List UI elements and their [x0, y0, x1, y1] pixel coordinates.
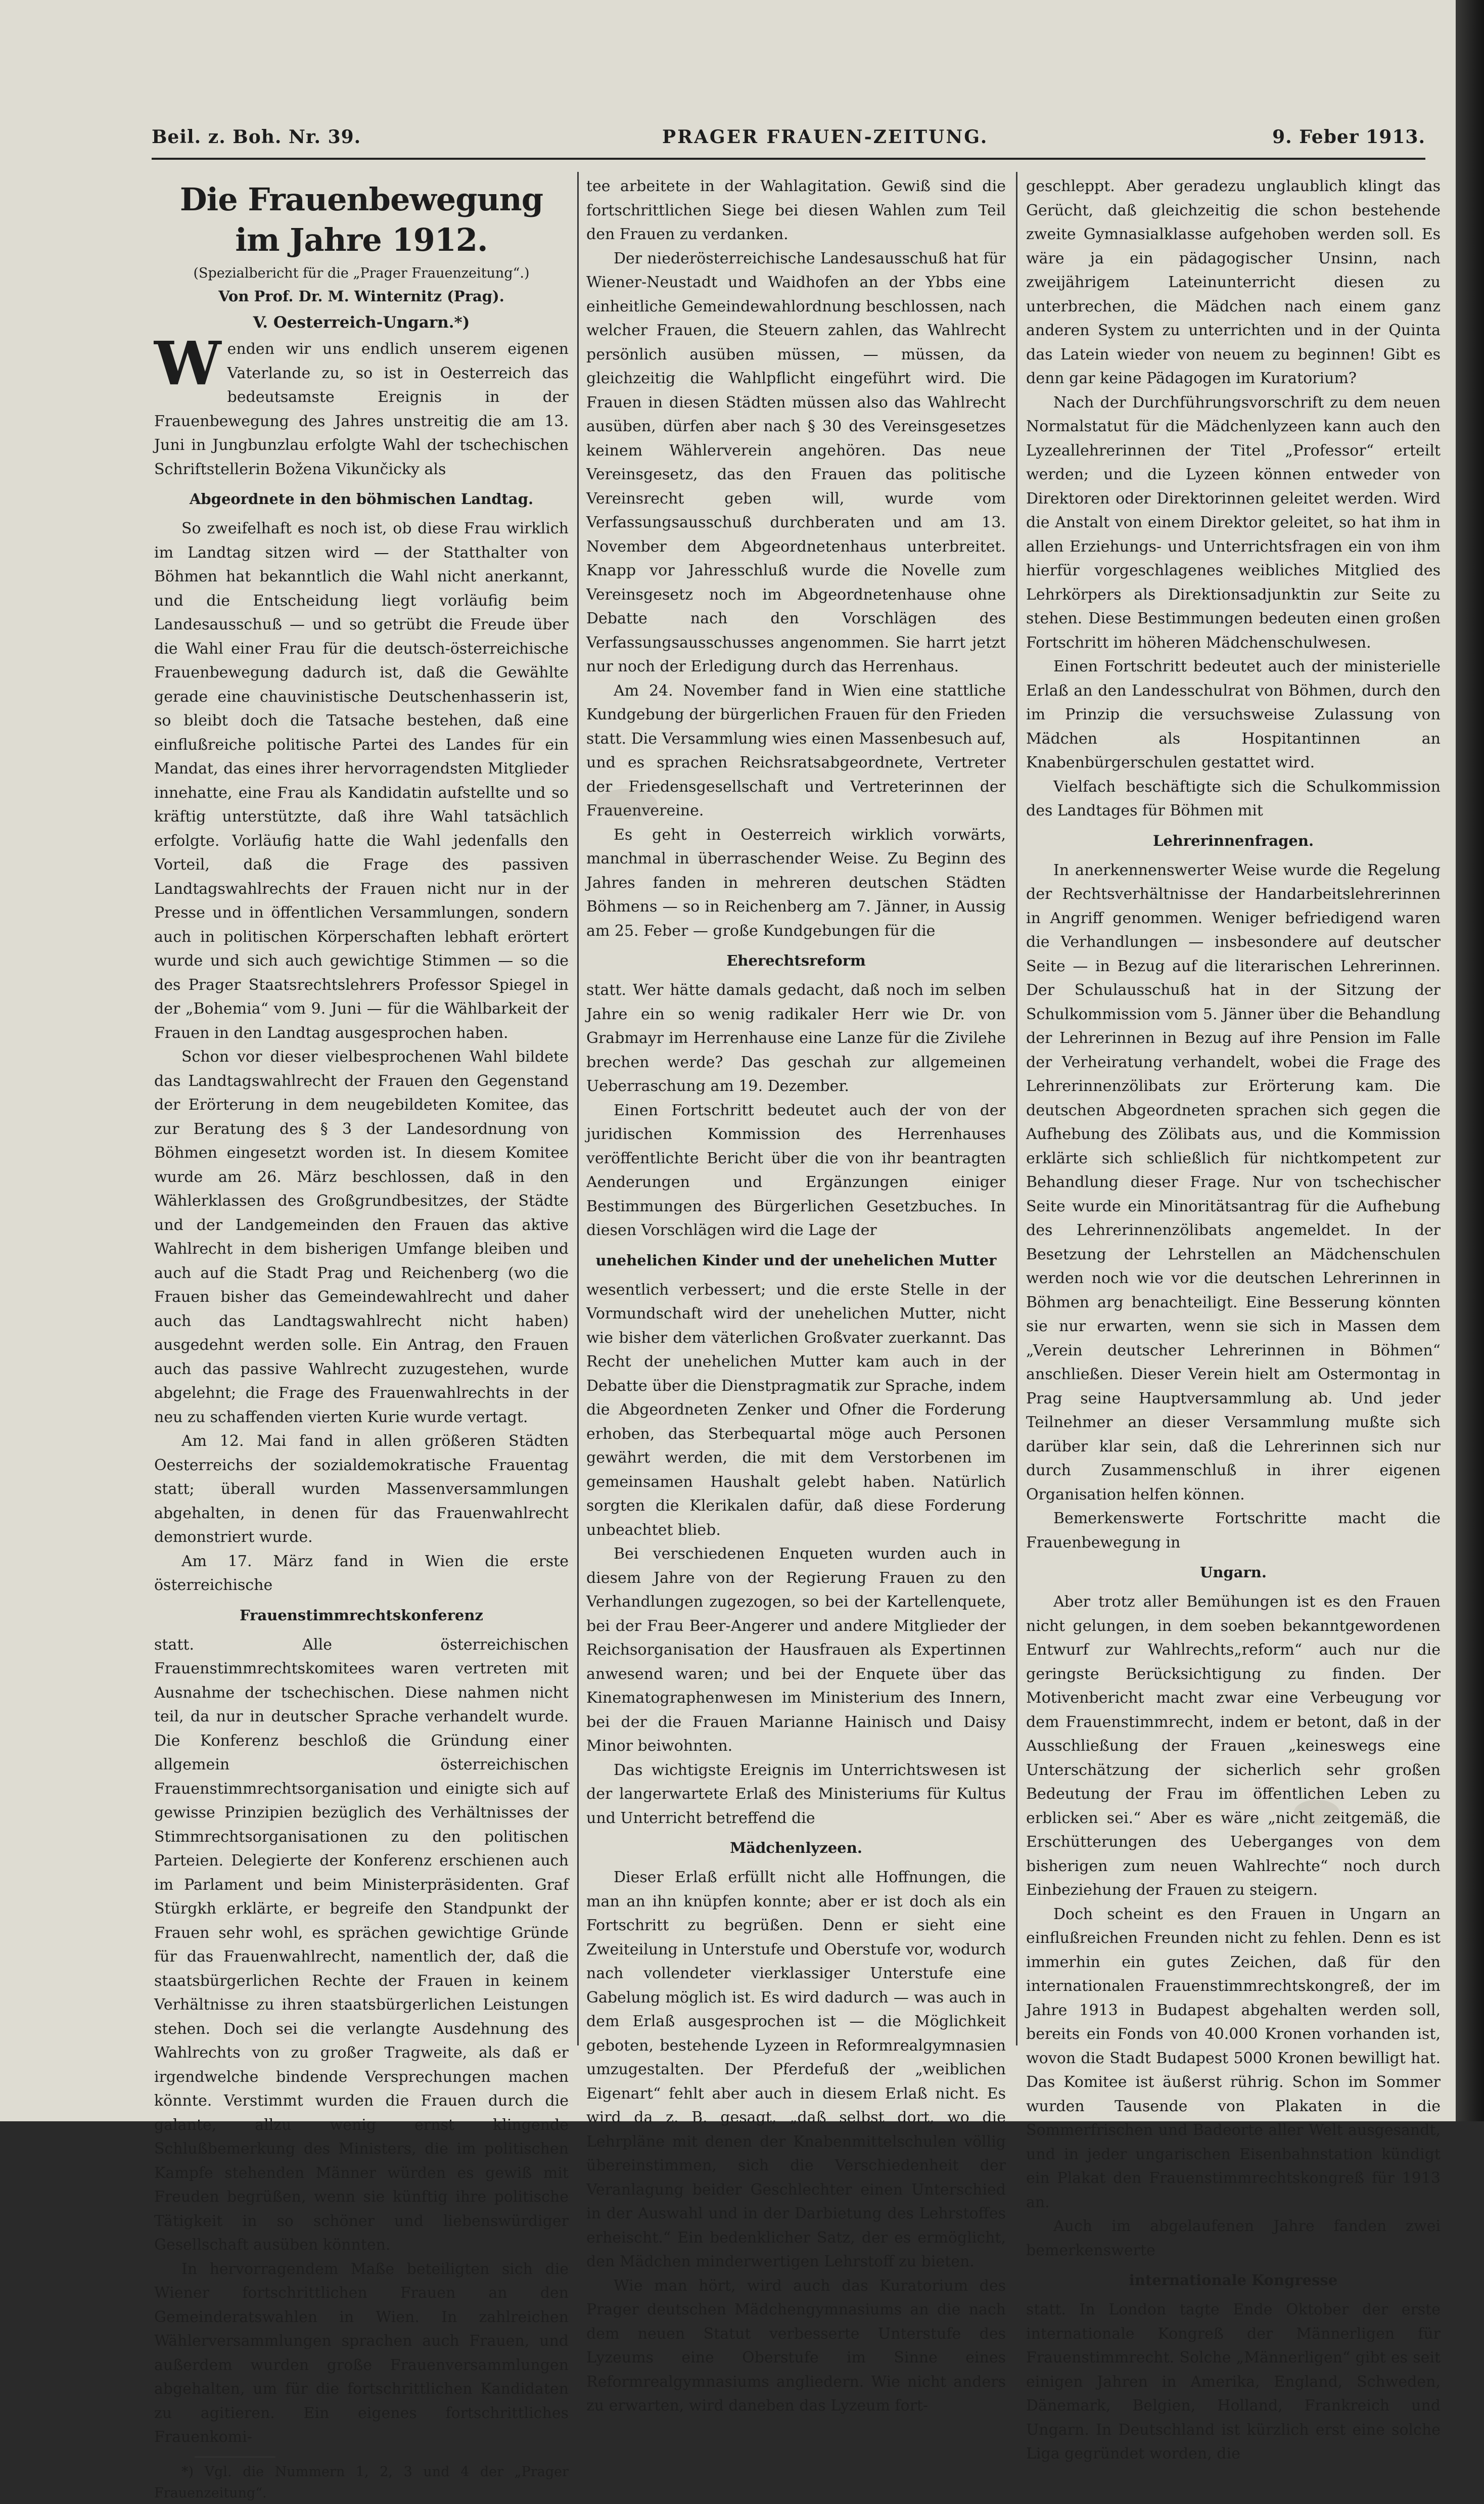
paragraph: Wie man hört, wird auch das Kuratorium des Prager deutschen Mädchengymnasiums an die nach dem neuen Statut verbesserte Unterstufe des Lyzeums eine Oberstufe im Sinne eines Reformrealgymnasiums angliedern. Wie nicht anders zu erwarten, wird daneben das Lyzeum fort-: [586, 2277, 1006, 2415]
paragraph: Nach der Durchführungsvorschrift zu dem neuen Normalstatut für die Mädchenlyzeen kann auch den Lyzeallehrerinnen der Titel „Professor“ erteilt werden; und die Lyzeen können entweder von Direktoren oder Direktorinnen geleitet werden. Wird die Anstalt von einem Direktor geleitet, so hat ihm in allen Erziehungs- und Unterrichtsfragen ein von ihm hierfür vorgeschlagenes weibliches Mitglied des Lehrkörpers als Direktionsadjunktin zur Seite zu stehen. Diese Bestimmungen bedeuten einen großen Fortschritt im höheren Mädchenschulwesen.: [1026, 393, 1441, 652]
running-header: [152, 126, 1425, 157]
issue-number: Beil. z. Boh. Nr. 39.: [152, 126, 361, 148]
article-subtitle: (Spezialbericht für die „Prager Frauenzeitung“.): [193, 265, 530, 281]
paragraph: In hervorragendem Maße beteiligten sich die Wiener fortschrittlichen Frauen an den Gemeinderatswahlen in Wien. In zahlreichen Wählerversammlungen sprachen auch Frauen, und außerdem wurden große Frauenversammlungen abgehalten, um für die fortschrittlichen Kandidaten zu agitieren. Ein eigenes fortschrittliches Frauenkomi-: [154, 2260, 569, 2446]
paragraph: Am 17. März fand in Wien die erste österreichische: [154, 1552, 569, 1594]
footnote: *) Vgl. die Nummern 1, 2, 3 und 4 der „Prager Frauenzeitung“.: [154, 2464, 569, 2501]
article-byline: Von Prof. Dr. M. Winternitz (Prag).: [218, 288, 504, 305]
paper-stain: [1294, 1800, 1339, 1825]
paragraph: wesentlich verbessert; und die erste Stelle in der Vormundschaft wird der unehelichen Mutter, nicht wie bisher dem väterlichen Großvater zuerkannt. Das Recht der unehelichen Mutter kam auch in der Debatte über die Dienstpragmatik zur Sprache, indem die Abgeordneten Zenker und Ofner die Forderung erhoben, das Sterbequartal möge auch Personen gewährt werden, die mit dem Verstorbenen im gemeinsamen Haushalt gelebt haben. Natürlich sorgten die Klerikalen dafür, daß diese Forderung unbeachtet blieb.: [586, 1281, 1006, 1539]
drop-cap: W: [154, 328, 221, 398]
paragraph: geschleppt. Aber geradezu unglaublich klingt das Gerücht, daß gleichzeitig die schon bestehende zweite Gymnasialklasse aufgehoben werden soll. Es wäre ja ein pädagogischer Unsinn, nach zweijährigem Lateinunterricht diesen zu unterbrechen, die Mädchen nach einem ganz anderen System zu unterrichten und in der Quinta das Latein wieder von neuem zu beginnen! Gibt es denn gar keine Pädagogen im Kuratorium?: [1026, 177, 1441, 387]
text-column-3: [1026, 174, 1441, 2463]
paragraph: So zweifelhaft es noch ist, ob diese Frau wirklich im Landtag sitzen wird — der Statthalter von Böhmen hat bekanntlich die Wahl nicht anerkannt, und die Entscheidung liegt vorläufig beim Landesausschuß — und so getrübt die Freude über die Wahl einer Frau für die deutsch-österreichische Frauenbewegung dadurch ist, daß die Gewählte gerade eine chauvinistische Deutschenhasserin ist, so bleibt doch die Tatsache bestehen, daß eine einflußreiche politische Partei des Landes für ein Mandat, das eines ihrer hervorragendsten Mitglieder innehatte, eine Frau als Kandidatin aufstellte und so kräftig unterstützte, daß ihre Wahl tatsächlich erfolgte. Vorläufig hatte die Wahl jedenfalls den Vorteil, daß die Frage des passiven Landtagswahlrechts der Frauen nicht nur in der Presse und in öffentlichen Versammlungen, sondern auch in politischen Körperschaften lebhaft erörtert wurde und sich auch gewichtige Stimmen — so die des Prager Staatsrechtslehrers Professor Spiegel in der „Bohemia“ vom 9. Juni — für die Wählbarkeit der Frauen in den Landtag ausgesprochen haben.: [154, 520, 569, 1042]
text-column-2: [586, 174, 1006, 2415]
footnote-rule: [195, 2456, 275, 2457]
paragraph: statt. Wer hätte damals gedacht, daß noch im selben Jahre ein so wenig radikaler Herr wie Dr. von Grabmayr im Herrenhause eine Lanze für die Zivilehe brechen werde? Das geschah zur allgemeinen Ueberraschung am 19. Dezember.: [586, 981, 1006, 1095]
paragraph: Schon vor dieser vielbesprochenen Wahl bildete das Landtagswahlrecht der Frauen den Gegenstand der Erörterung in dem neugebildeten Komitee, das zur Beratung des § 3 der Landesordnung von Böhmen eingesetzt worden ist. In diesem Komitee wurde am 26. März beschlossen, daß in den Wählerklassen des Großgrundbesitzes, der Städte und der Landgemeinden den Frauen das aktive Wahlrecht in dem bisherigen Umfange bleiben und auch auf die Stadt Prag und Reichenberg (wo die Frauen bisher das Gemeindewahlrecht und daher auch das Landtagswahlrecht nicht haben) ausgedehnt werden solle. Ein Antrag, den Frauen auch das passive Wahlrecht zuzugestehen, wurde abgelehnt; die Frage des Frauenwahlrechts in der neu zu schaffenden vierten Kurie wurde vertagt.: [154, 1048, 569, 1426]
column-divider: [577, 172, 579, 2045]
paragraph: statt. Alle österreichischen Frauenstimmrechtskomitees waren vertreten mit Ausnahme der tschechischen. Diese nahmen nicht teil, da nur in deutscher Sprache verhandelt wurde. Die Konferenz beschloß die Gründung einer allgemein österreichischen Frauenstimmrechtsorganisation und einigte sich auf gewisse Prinzipien bezüglich des Verhältnisses der Stimmrechtsorganisationen zu den politischen Parteien. Delegierte der Konferenz erschienen auch im Parlament und beim Ministerpräsidenten. Graf Stürgkh erklärte, er begreife den Standpunkt der Frauen sehr wohl, es sprächen gewichtige Gründe für das Frauenwahlrecht, namentlich der, daß die staatsbürgerlichen Rechte der Frauen in keinem Verhältnisse zu ihren staatsbürgerlichen Leistungen stehen. Doch sei die verlangte Ausdehnung des Wahlrechts von zu großer Tragweite, als daß er irgendwelche bindende Versprechungen machen könnte. Verstimmt wurden die Frauen durch die galante, allzu wenig ernst klingende Schlußbemerkung des Ministers, die im politischen Kampfe stehenden Männer würden es gewiß mit Freuden begrüßen, wenn sie künftig ihre politische Tätigkeit in so schöner und liebenswürdiger Gesellschaft ausüben könnten.: [154, 1635, 569, 2254]
subheading: internationale Kongresse: [1129, 2271, 1338, 2289]
paragraph: Einen Fortschritt bedeutet auch der ministerielle Erlaß an den Landesschulrat von Böhmen, durch den im Prinzip die versuchsweise Zulassung von Mädchen als Hospitantinnen an Knabenbürgerschulen gestattet wird.: [1026, 658, 1441, 771]
subheading: Lehrerinnenfragen.: [1152, 832, 1314, 849]
paper-stain: [596, 789, 657, 819]
masthead-title: PRAGER FRAUEN-ZEITUNG.: [662, 126, 989, 148]
article-title: Die Frauenbewegung im Jahre 1912.: [179, 181, 543, 258]
section-heading: V. Oesterreich-Ungarn.*): [253, 313, 470, 332]
scan-edge: [1456, 0, 1484, 2121]
paragraph: Am 24. November fand in Wien eine stattliche Kundgebung der bürgerlichen Frauen für den Frieden statt. Die Versammlung wies einen Massenbesuch auf, und es sprachen Reichsratsabgeordnete, Vertreter der Friedensgesellschaft und Vertreterinnen der Frauenvereine.: [586, 681, 1006, 820]
paragraph: Dieser Erlaß erfüllt nicht alle Hoffnungen, die man an ihn knüpfen konnte; aber er ist doch als ein Fortschritt zu begrüßen. Denn er sieht eine Zweiteilung in Unterstufe und Oberstufe vor, wodurch nach vollendeter vierklassiger Unterstufe eine Gabelung möglich ist. Es wird dadurch — was auch in dem Erlaß ausgesprochen ist — die Möglichkeit geboten, bestehende Lyzeen in Reformrealgymnasien umzugestalten. Der Pferdefuß der „weiblichen Eigenart“ fehlt aber auch in diesem Erlaß nicht. Es wird da z. B. gesagt, „daß selbst dort, wo die Lehrpläne mit denen der Knabenmittelschulen völlig übereinstimmen, sich die Verschiedenheit der Veranlagung beider Geschlechter einen Unterschied in der Auswahl und in der Darbietung des Lehrstoffes erheischt.“ Ein bedenklicher Satz, der es ermöglicht, den Mädchen minderwertigen Lehrstoff zu bieten.: [586, 1869, 1006, 2270]
subheading: Frauenstimmrechtskonferenz: [240, 1606, 483, 1624]
paragraph: tee arbeitete in der Wahlagitation. Gewiß sind die fortschrittlichen Siege bei diesen Wahlen zum Teil den Frauen zu verdanken.: [586, 177, 1006, 243]
paragraph: Auch im abgelaufenen Jahre fanden zwei bemerkenswerte: [1026, 2217, 1441, 2259]
subheading: Abgeordnete in den böhmischen Landtag.: [189, 490, 534, 508]
paragraph: Vielfach beschäftigte sich die Schulkommission des Landtages für Böhmen mit: [1026, 778, 1441, 820]
column-divider: [1016, 172, 1017, 2045]
subheading: Ungarn.: [1200, 1564, 1267, 1581]
header-rule: [152, 158, 1425, 160]
paragraph: Das wichtigste Ereignis im Unterrichtswesen ist der langerwartete Erlaß des Ministeriums für Kultus und Unterricht betreffend die: [586, 1761, 1006, 1827]
issue-date: 9. Feber 1913.: [1272, 126, 1425, 148]
subheading: Eherechtsreform: [726, 952, 866, 969]
paragraph: Bei verschiedenen Enqueten wurden auch in diesem Jahre von der Regierung Frauen zu den Verhandlungen zugezogen, so bei der Kartellenquete, bei der Frau Beer-Angerer und andere Mitglieder der Reichsorganisation der Hausfrauen als Expertinnen anwesend waren; und bei der Enquete über das Kinematographenwesen im Ministerium des Innern, bei der die Frauen Marianne Hainisch und Daisy Minor beiwohnten.: [586, 1545, 1006, 1755]
paragraph: Am 12. Mai fand in allen größeren Städten Oesterreichs der sozialdemokratische Frauentag statt; überall wurden Massenversammlungen abgehalten, in denen für das Frauenwahlrecht demonstriert wurde.: [154, 1432, 569, 1546]
paragraph: Aber trotz aller Bemühungen ist es den Frauen nicht gelungen, in dem soeben bekanntgewordenen Entwurf zur Wahlrechts„reform“ auch nur die geringste Berücksichtigung zu finden. Der Motivenbericht macht zwar eine Verbeugung vor dem Frauenstimmrecht, indem er betont, daß in der Ausschließung der Frauen „keineswegs eine Unterschätzung der sicherlich sehr großen Bedeutung der Frau im öffentlichen Leben zu erblicken sei.“ Aber es wäre „nicht zeitgemäß, die Erschütterungen des Ueberganges von dem bisherigen zum neuen Wahlrechte“ noch durch Einbeziehung der Frauen zu steigern.: [1026, 1593, 1441, 1899]
paragraph: Wenden wir uns endlich unserem eigenen Vaterlande zu, so ist in Oesterreich das bedeutsamste Ereignis in der Frauenbewegung des Jahres unstreitig die am 13. Juni in Jungbunzlau erfolgte Wahl der tschechischen Schriftstellerin Božena Vikunčicky als: [154, 328, 569, 478]
paragraph: Der niederösterreichische Landesausschuß hat für Wiener-Neustadt und Waidhofen an der Ybbs eine einheitliche Gemeindewahlordnung beschlossen, nach welcher Frauen, die Steuern zahlen, das Wahlrecht persönlich ausüben müssen, — müssen, da gleichzeitig die Wahlpflicht eingeführt wird. Die Frauen in diesen Städten müssen also das Wahlrecht ausüben, dürfen aber nach § 30 des Vereinsgesetzes keinem Wählerverein angehören. Das neue Vereinsgesetz, das den Frauen das politische Vereinsrecht geben will, wurde vom Verfassungsausschuß durchberaten und am 13. November dem Abgeordnetenhaus unterbreitet. Knapp vor Jahresschluß wurde die Novelle zum Vereinsgesetz noch im Abgeordnetenhause ohne Debatte nach den Vorschlägen des Verfassungsausschusses angenommen. Sie harrt jetzt nur noch der Erledigung durch das Herrenhaus.: [586, 249, 1006, 675]
subheading: Mädchenlyzeen.: [730, 1839, 862, 1856]
paragraph: statt. In London tagte Ende Oktober der erste internationale Kongreß der Männerligen für Frauenstimmrecht. Solche „Männerligen“ gibt es seit einigen Jahren in Amerika, England, Schweden, Dänemark, Belgien, Holland, Frankreich und Ungarn. In Deutschland ist kürzlich erst eine solche Liga gegründet worden, die: [1026, 2301, 1441, 2463]
paragraph: Einen Fortschritt bedeutet auch der von der juridischen Kommission des Herrenhauses veröffentlichte Bericht über die von ihr beantragten Aenderungen und Ergänzungen einiger Bestimmungen des Bürgerlichen Gesetzbuches. In diesen Vorschlägen wird die Lage der: [586, 1101, 1006, 1239]
paragraph: Doch scheint es den Frauen in Ungarn an einflußreichen Freunden nicht zu fehlen. Denn es ist immerhin ein gutes Zeichen, daß für den internationalen Frauenstimmrechtskongreß, der im Jahre 1913 in Budapest abgehalten werden soll, bereits ein Fonds von 40.000 Kronen vorhanden ist, wovon die Stadt Budapest 5000 Kronen bewilligt hat. Das Komitee ist äußerst rührig. Schon im Sommer wurden Tausende von Plakaten in die Sommerfrischen und Badeorte aller Welt ausgesandt, und in jeder ungarischen Eisenbahnstation kündigt ein Plakat den Frauenstimmrechtskongreß für 1913 an.: [1026, 1905, 1441, 2211]
subheading: unehelichen Kinder und der unehelichen Mutter: [595, 1251, 997, 1269]
text-column-1: [154, 174, 569, 2501]
paragraph: Bemerkenswerte Fortschritte macht die Frauenbewegung in: [1026, 1510, 1441, 1552]
paragraph: In anerkennenswerter Weise wurde die Regelung der Rechtsverhältnisse der Handarbeitslehrerinnen in Angriff genommen. Weniger befriedigend waren die Verhandlungen — insbesondere auf deutscher Seite — in Bezug auf die literarischen Lehrerinnen. Der Schulausschuß hat in der Sitzung der Schulkommission vom 5. Jänner über die Behandlung der Lehrerinnen in Bezug auf ihre Pension im Falle der Verheiratung verhandelt, wobei die Frage des Lehrerinnenzölibats zur Erörterung kam. Die deutschen Abgeordneten sprachen sich gegen die Aufhebung des Zölibats aus, und die Kommission erklärte sich schließlich für nichtkompetent zur Behandlung dieser Frage. Nur von tschechischer Seite wurde ein Minoritätsantrag für die Aufhebung des Lehrerinnenzölibats angemeldet. In der Besetzung der Lehrstellen an Mädchenschulen werden noch wie vor die deutschen Lehrerinnen in Böhmen arg benachteiligt. Eine Besserung könnten sie nur erwarten, wenn sie sich in Massen dem „Verein deutscher Lehrerinnen in Böhmen“ anschließen. Dieser Verein hielt am Ostermontag in Prag seine Hauptversammlung ab. Und jeder Teilnehmer an dieser Versammlung mußte sich darüber klar sein, daß die Lehrerinnen sich nur durch Zusammenschluß in ihrer eigenen Organisation helfen können.: [1026, 861, 1441, 1504]
paragraph: Es geht in Oesterreich wirklich vorwärts, manchmal in überraschender Weise. Zu Beginn des Jahres fanden in mehreren deutschen Städten Böhmens — so in Reichenberg am 7. Jänner, in Aussig am 25. Feber — große Kundgebungen für die: [586, 826, 1006, 940]
